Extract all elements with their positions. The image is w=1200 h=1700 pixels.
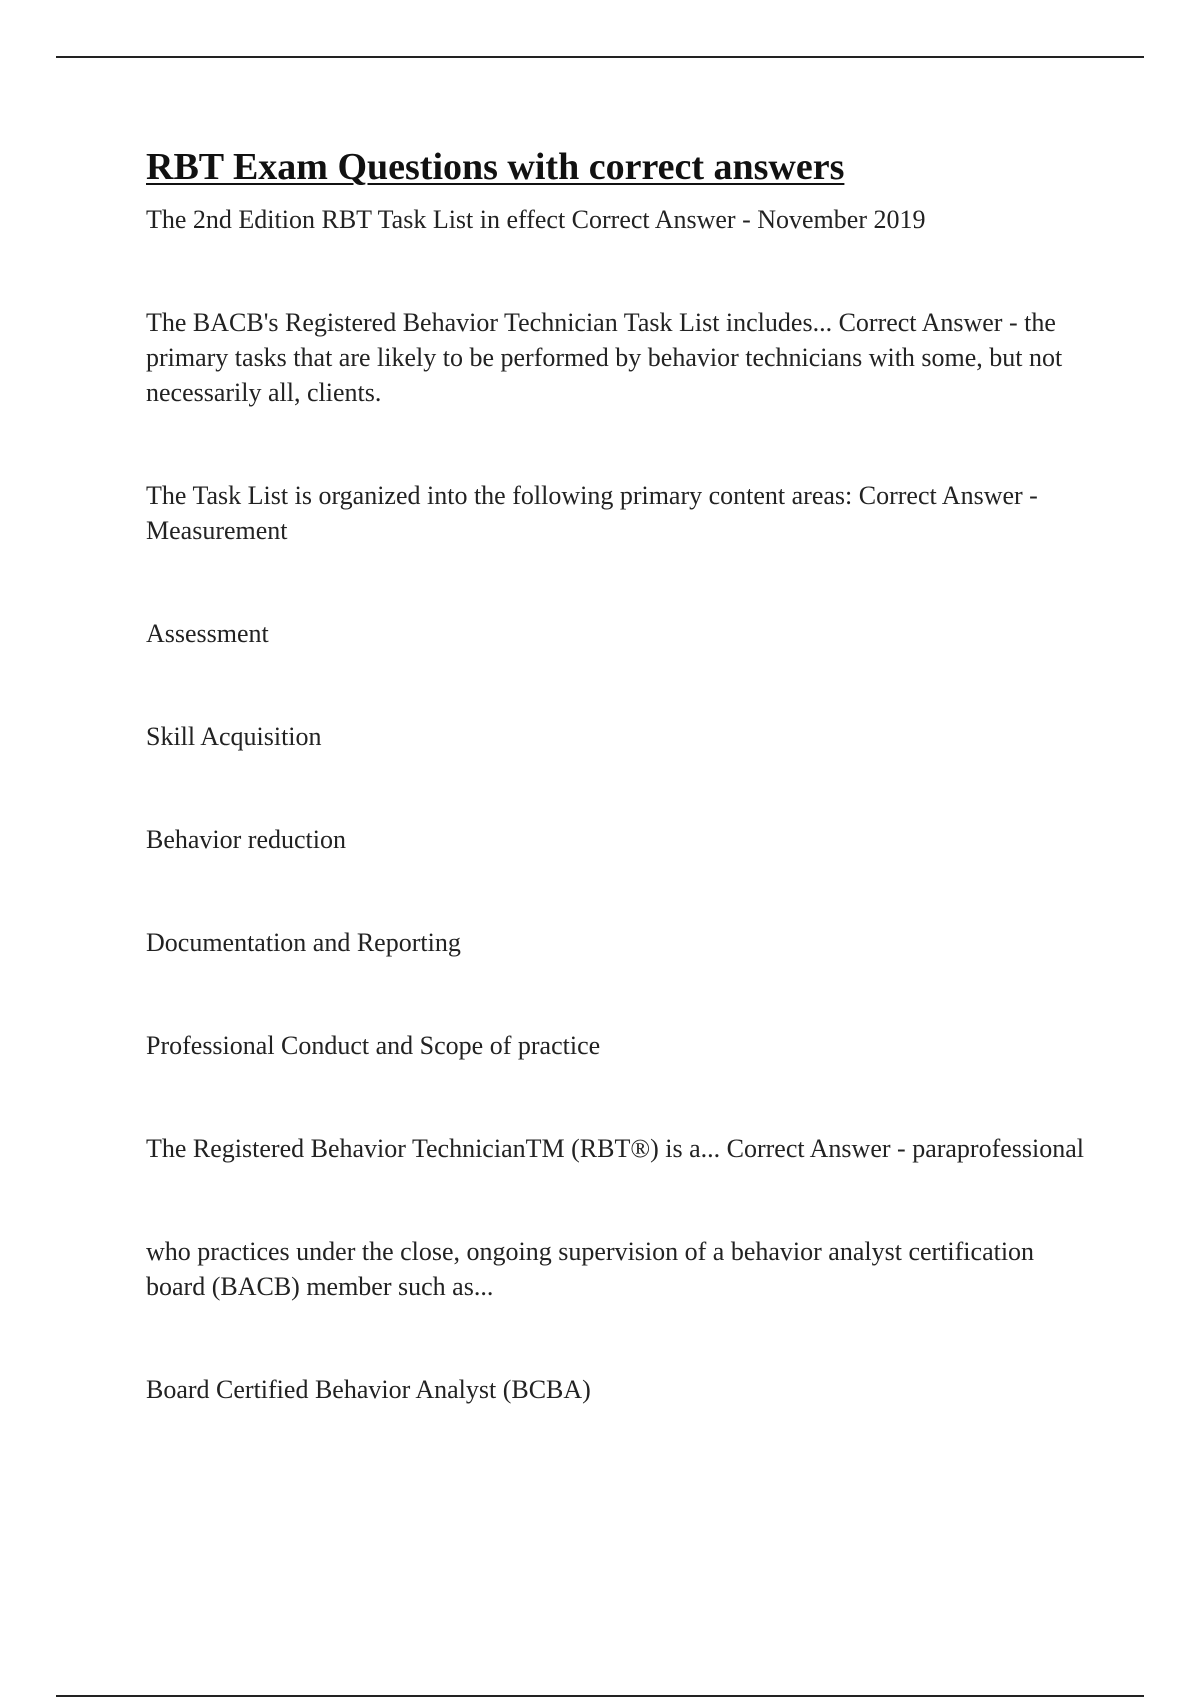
qa-paragraph: The Registered Behavior TechnicianTM (RBT®) is a... Correct Answer - paraprofessional (146, 1134, 1085, 1163)
content-area-item: Documentation and Reporting (146, 928, 461, 957)
bottom-divider (56, 1695, 1144, 1697)
content-area-item: Assessment (146, 619, 269, 648)
top-divider (56, 56, 1144, 58)
content-area-item: Skill Acquisition (146, 722, 322, 751)
qa-paragraph: The 2nd Edition RBT Task List in effect Correct Answer - November 2019 (146, 205, 926, 234)
qa-paragraph: Board Certified Behavior Analyst (BCBA) (146, 1375, 591, 1404)
qa-paragraph: The BACB's Registered Behavior Technician Task List includes... Correct Answer - the primary tasks that are likely to be performed by behavior technicians with some, but not necessarily all, clients. (146, 308, 1063, 407)
qa-paragraph: who practices under the close, ongoing supervision of a behavior analyst certification board (BACB) member such as... (146, 1237, 1035, 1301)
document-title: RBT Exam Questions with correct answers (146, 146, 845, 188)
content-area-item: Behavior reduction (146, 825, 346, 854)
document-body (146, 140, 1096, 1407)
content-area-item: Professional Conduct and Scope of practice (146, 1031, 601, 1060)
qa-paragraph: The Task List is organized into the following primary content areas: Correct Answer - Measurement (146, 481, 1038, 545)
